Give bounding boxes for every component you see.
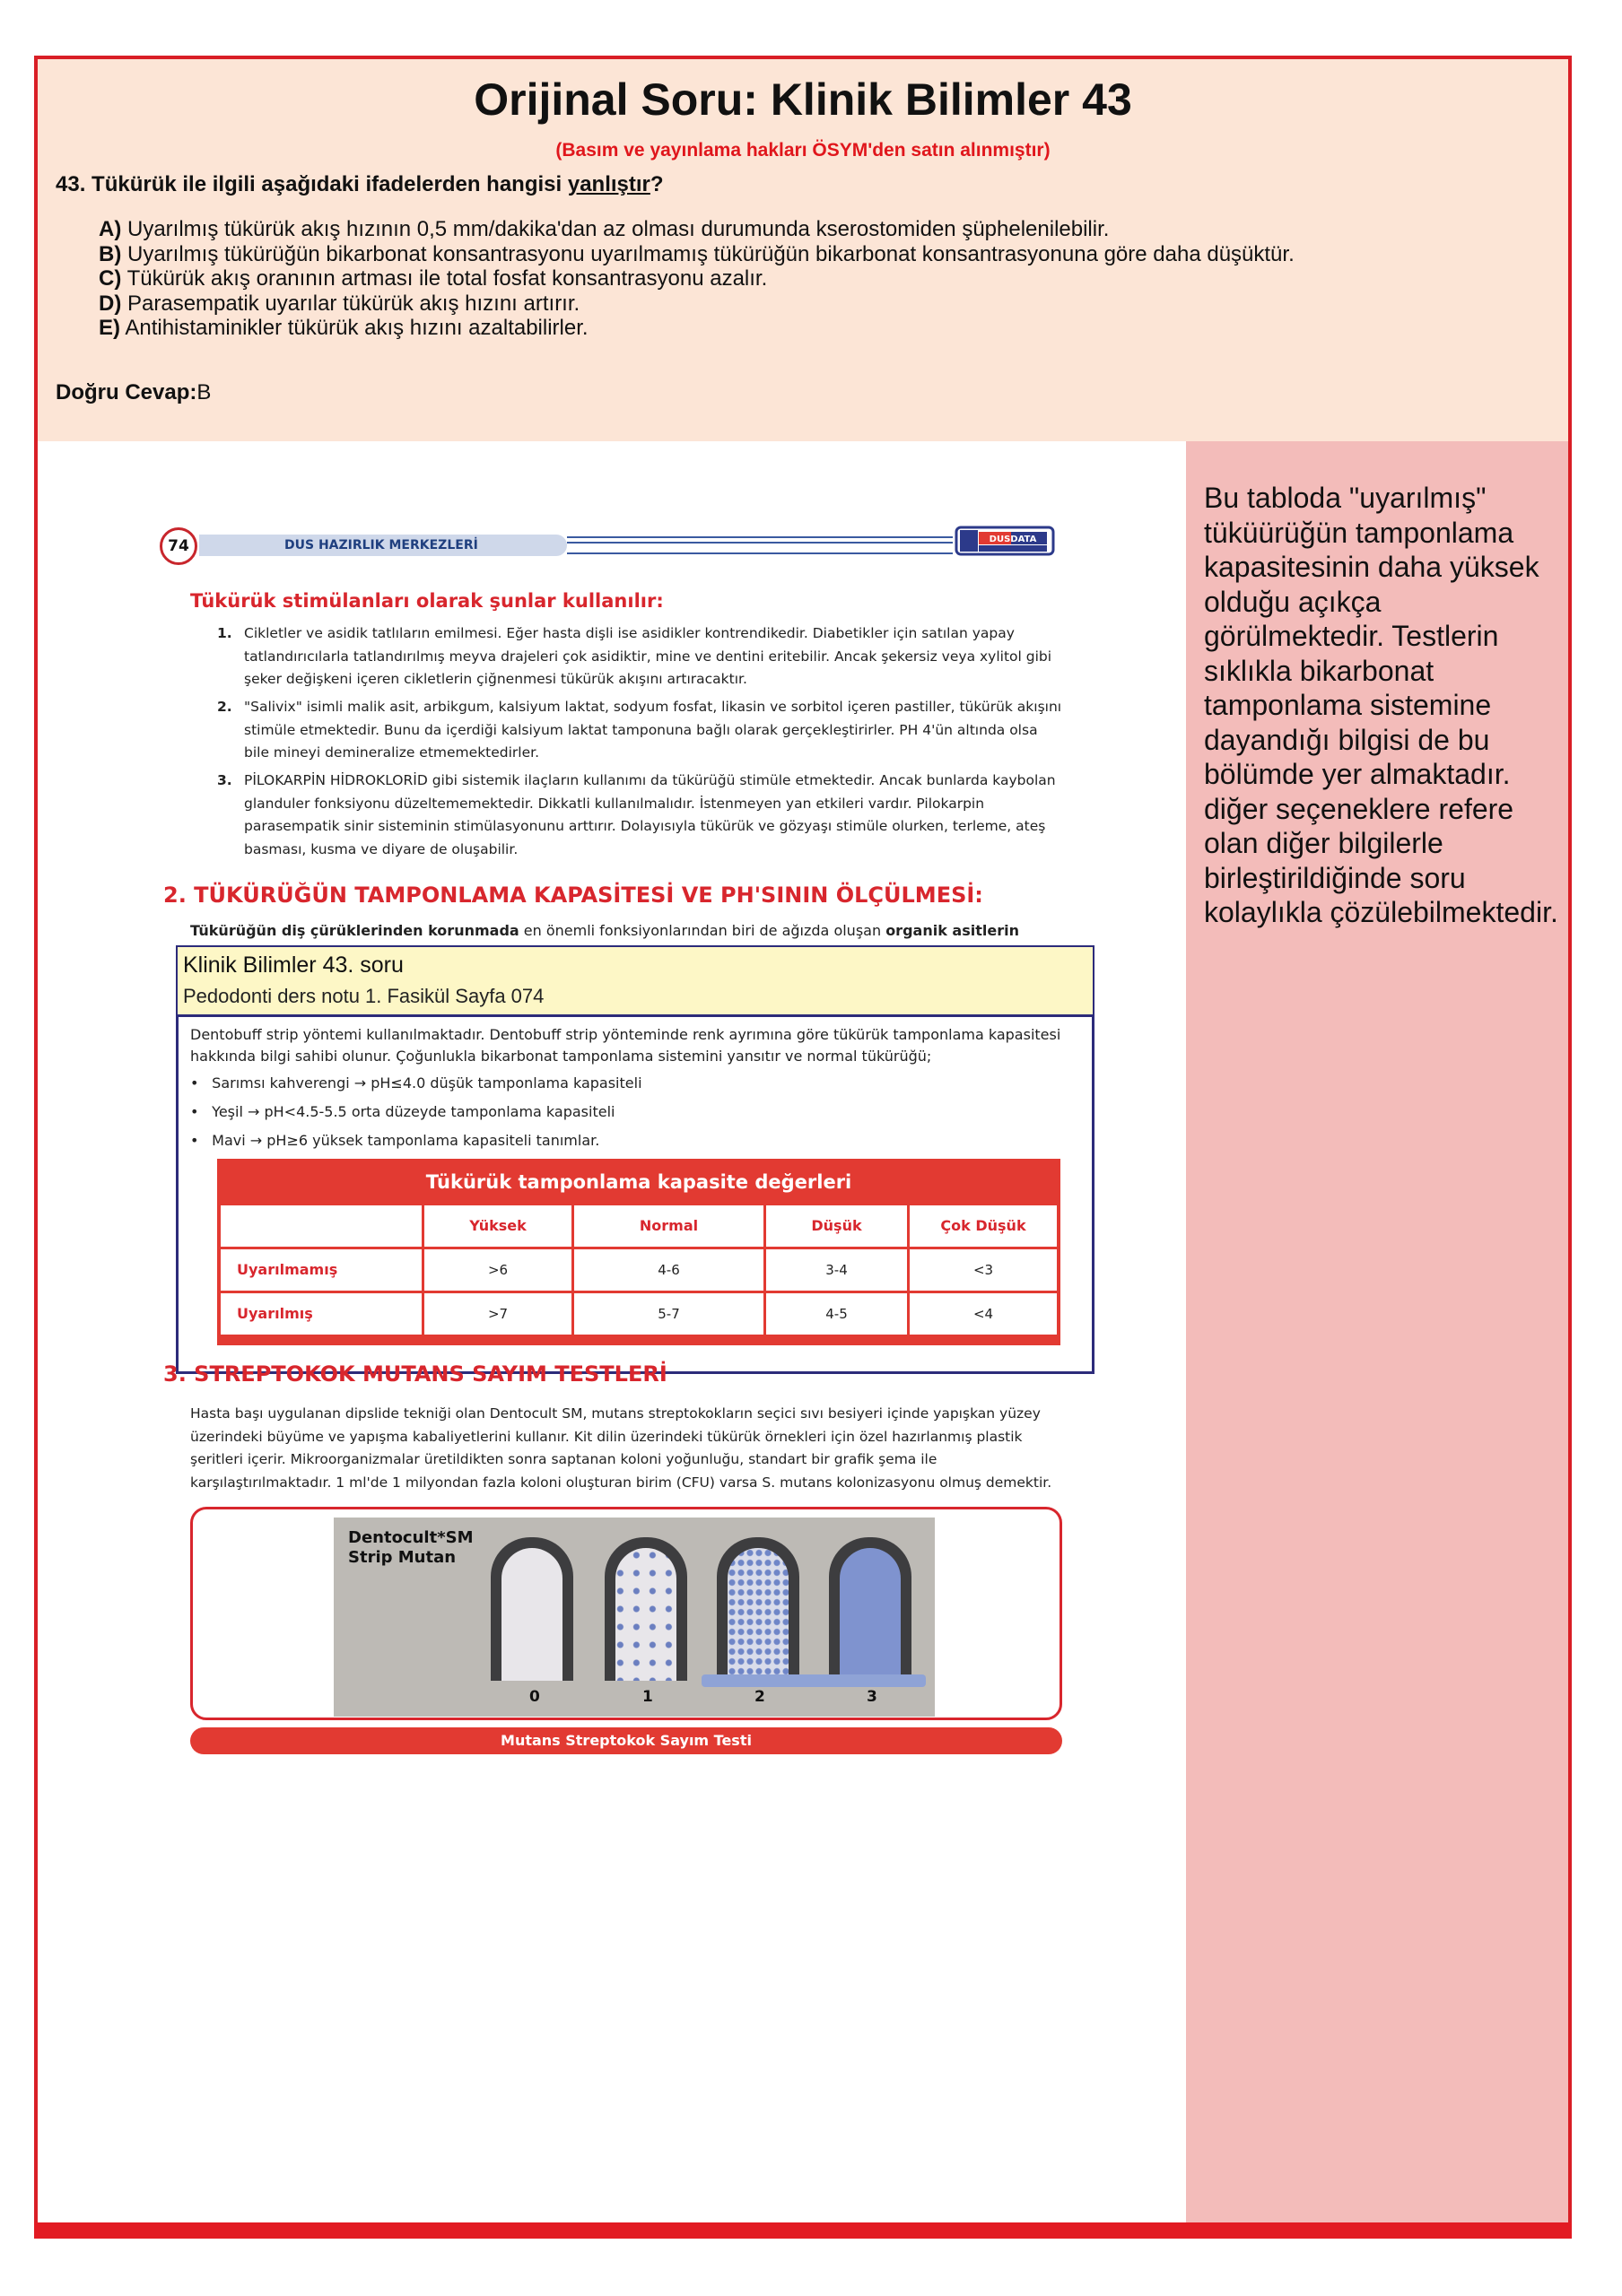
photo-caption-line: Strip Mutan	[348, 1548, 457, 1567]
strip-label: 3	[867, 1688, 877, 1706]
list-item-text: Cikletler ve asidik tatlıların emilmesi. Eğer hasta dişli ise asidikler kontrendikedir. Diabetikler için satılan yapay tatlandırıcılarla tatlandırılmış meyva drajeleri çok asidiktir, mine ve dentini eritebilir. Ancak şekersiz veya xylitol gibi şeker değişkeni içeren cikletlerin çiğnenmesi tükürük akışını artıracaktır.	[244, 625, 1052, 687]
list-item-text: "Salivix" isimli malik asit, arbikgum, kalsiyum laktat, sodyum fosfat, likasin ve sorbitol içeren pastiller, tükürük akışını stimüle etmektedir. Bunu da içerdiği kalsiyum laktat tamponuna bağlı olarak gerçekleştirirler. PH 4'ün altında olsa bile mineyi demineralize etmemektedirler.	[244, 699, 1062, 761]
comment-text: Bu tabloda "uyarılmış" tüküürüğün tamponlama kapasitesinin daha yüksek olduğu açıkça görülmektedir. Testlerin sıklıkla bikarbonat tamponlama sistemine dayandığı bilgisi de bu bölümde yer almaktadır. diğer seçeneklere refere olan diğer bilgilerle birleştirildiğinde soru kolaylıkla çözülebilmektedir.	[1204, 482, 1558, 928]
section-paragraph: Hasta başı uygulanan dipslide tekniği olan Dentocult SM, mutans streptokokların seçici sıvı besiyeri içinde yapışkan yüzey üzerindeki büyüme ve yapışma kabaliyetlerini kullanır. Kit dilin üzerindeki tükürük örnekleri için özel hazırlanmış plastik şeritleri içerir. Mikroorganizmalar üretildikten sonra saptanan koloni yoğunluğu, standart bir grafik şema ile karşılaştırılmaktadır. 1 ml'de 1 milyondan fazla koloni oluşturan birim (CFU) varsa S. mutans kolonizasyonu olmuş demektir.	[190, 1405, 1052, 1491]
source-reference-label	[178, 947, 1093, 1017]
dentocult-strip-photo	[334, 1518, 935, 1717]
table-cell: >6	[424, 1249, 571, 1291]
bold-text: organik asitlerin	[885, 922, 1019, 939]
section-title-stimulants: Tükürük stimülanları olarak şunlar kullanılır:	[190, 590, 664, 612]
bold-text: Tükürüğün diş çürüklerinden korunmada	[190, 922, 519, 939]
table-cell: 5-7	[574, 1293, 763, 1335]
list-item	[217, 696, 1062, 765]
table-row-header: Uyarılmış	[221, 1293, 422, 1335]
option-letter: E)	[99, 316, 120, 340]
list-item-text: PİLOKARPİN HİDROKLORİD gibi sistemik ilaçların kullanımı da tükürüğü stimüle etmektedir. Ancak bunlarda kaybolan glanduler fonksiyonu düzeltememektedir. Dikkatli kullanılmalıdır. İstenmeyen yan etkileri vardır. Pilokarpin parasempatik sinir sisteminin stimülasyonunu arttırır. Dolayısıyla tükürük ve gözyaşı stimüle olurken, terleme, ateş basması, kusma ve diyare de oluşabilir.	[244, 772, 1056, 857]
page-number: 74	[160, 527, 197, 565]
table-cell: <4	[910, 1293, 1057, 1335]
question-stem-suffix: ?	[650, 172, 664, 196]
source-question: Klinik Bilimler 43. soru	[183, 952, 404, 978]
table-row-header: Uyarılmamış	[221, 1249, 422, 1291]
figure-caption: Mutans Streptokok Sayım Testi	[190, 1727, 1062, 1754]
paragraph-line: hakkında bilgi sahibi olunur. Çoğunlukla bikarbonat tamponlama sistemini yansıtır ve normal tükürüğü;	[190, 1048, 932, 1065]
table-cell: 4-5	[766, 1293, 907, 1335]
option-text: Uyarılmış tükürüğün bikarbonat konsantrasyonu uyarılmamış tükürüğün bikarbonat konsantrasyonuna göre daha düşüktür.	[121, 241, 1295, 266]
section-title-mutans: 3. STREPTOKOK MUTANS SAYIM TESTLERİ	[163, 1361, 667, 1387]
dusdata-logo	[955, 522, 1055, 561]
test-strip	[829, 1537, 911, 1681]
test-strip	[717, 1537, 799, 1681]
copyright-note: (Basım ve yayınlama hakları ÖSYM'den satın alınmıştır)	[555, 140, 1051, 161]
photo-caption-line: Dentocult*SM	[348, 1528, 474, 1547]
bullet-text: Yeşil → pH<4.5-5.5 orta düzeyde tamponlama kapasiteli	[212, 1103, 615, 1120]
strip-label: 0	[529, 1688, 540, 1706]
option-letter: B)	[99, 241, 122, 266]
table-header: Yüksek	[424, 1205, 571, 1247]
option-text: Tükürük akış oranının artması ile total fosfat konsantrasyonu azalır.	[121, 266, 768, 291]
table-header: Normal	[574, 1205, 763, 1247]
list-item-number: 3.	[217, 772, 232, 788]
correct-answer-value: B	[196, 380, 212, 404]
bullet-item: • Yeşil → pH<4.5-5.5 orta düzeyde tamponlama kapasiteli	[190, 1103, 615, 1120]
source-page: Pedodonti ders notu 1. Fasikül Sayfa 074	[183, 985, 545, 1007]
logo-text: DUSDATA	[989, 535, 1037, 544]
section-title-buffer: 2. TÜKÜRÜĞÜN TAMPONLAMA KAPASİTESİ VE PH'SININ ÖLÇÜLMESİ:	[163, 883, 983, 908]
question-title: Orijinal Soru: Klinik Bilimler 43	[474, 74, 1132, 125]
option-text: Uyarılmış tükürük akış hızının 0,5 mm/dakika'dan az olması durumunda kserostomiden şüphelenilebilir.	[121, 217, 1110, 241]
strip-label: 1	[642, 1688, 653, 1706]
bullet-text: Mavi → pH≥6 yüksek tamponlama kapasiteli tanımlar.	[212, 1132, 600, 1149]
list-item-number: 1.	[217, 625, 232, 641]
bottom-red-bar	[34, 2222, 1572, 2239]
test-strip	[491, 1537, 573, 1681]
paragraph-line: Dentobuff strip yöntemi kullanılmaktadır. Dentobuff strip yönteminde renk ayrımına göre tükürük tamponlama kapasitesi	[190, 1026, 1061, 1043]
option-text: Antihistaminikler tükürük akış hızını azaltabilirler.	[120, 316, 589, 340]
table-header: Düşük	[766, 1205, 907, 1247]
correct-answer-label: Doğru Cevap:	[56, 380, 197, 404]
table-cell: 3-4	[766, 1249, 907, 1291]
question-stem-keyword: yanlıştır	[567, 172, 650, 196]
bullet-item: • Sarımsı kahverengi → pH≤4.0 düşük tamponlama kapasiteli	[190, 1074, 642, 1091]
test-strip	[605, 1537, 687, 1681]
table-cell: 4-6	[574, 1249, 763, 1291]
strip-handle	[702, 1674, 926, 1687]
table-cell: >7	[424, 1293, 571, 1335]
list-item-number: 2.	[217, 699, 232, 715]
option-letter: D)	[99, 291, 122, 316]
option-letter: C)	[99, 266, 122, 291]
strip-label: 2	[754, 1688, 765, 1706]
list-item	[217, 770, 1062, 861]
bullet-text: Sarımsı kahverengi → pH≤4.0 düşük tamponlama kapasiteli	[212, 1074, 642, 1091]
header-rule	[567, 542, 953, 547]
option-text: Parasempatik uyarılar tükürük akış hızını artırır.	[121, 291, 580, 316]
photo-caption	[348, 1528, 473, 1568]
section-paragraph	[190, 922, 1069, 939]
table-cell: <3	[910, 1249, 1057, 1291]
table-title: Tükürük tamponlama kapasite değerleri	[425, 1171, 852, 1193]
option-letter: A)	[99, 217, 122, 241]
list-item	[217, 622, 1062, 691]
paragraph-text: en önemli fonksiyonlarından biri de ağızda oluşan	[519, 922, 886, 939]
bullet-item: • Mavi → pH≥6 yüksek tamponlama kapasiteli tanımlar.	[190, 1132, 600, 1149]
book-header: DUS HAZIRLIK MERKEZLERİ	[199, 535, 567, 556]
table-header: Çok Düşük	[910, 1205, 1057, 1247]
question-stem-prefix: 43. Tükürük ile ilgili aşağıdaki ifadelerden hangisi	[56, 172, 568, 196]
